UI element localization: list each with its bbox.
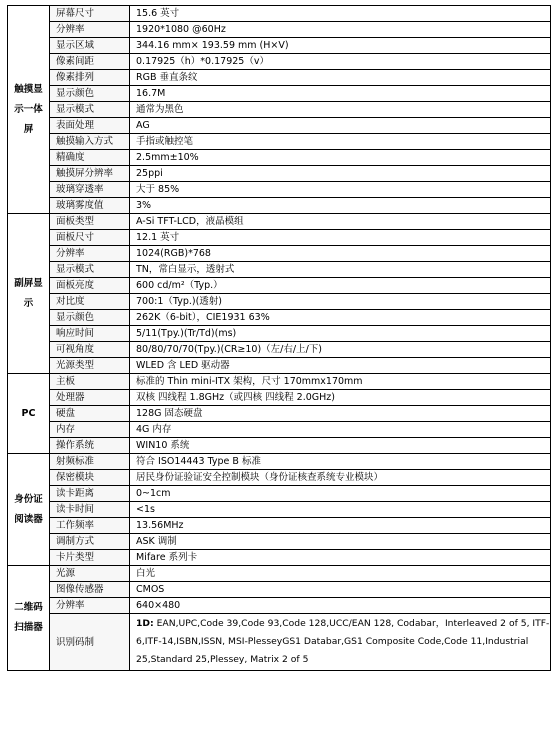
spec-value: WIN10 系统 xyxy=(130,438,551,454)
spec-value: 1024(RGB)*768 xyxy=(130,246,551,262)
spec-value: 0.17925（h）*0.17925（v） xyxy=(130,54,551,70)
table-row xyxy=(8,438,551,454)
table-row xyxy=(8,422,551,438)
spec-value: 标准的 Thin mini-ITX 架构，尺寸 170mmx170mm xyxy=(130,374,551,390)
spec-key: 面板亮度 xyxy=(50,278,130,294)
section-category xyxy=(8,454,50,566)
section-category-label: 触摸显示一体屏 xyxy=(14,83,43,135)
spec-value-prefix: 1D: xyxy=(136,618,154,629)
spec-key: 像素间距 xyxy=(50,54,130,70)
spec-table xyxy=(7,5,551,671)
spec-value: ASK 调制 xyxy=(130,534,551,550)
spec-key: 可视角度 xyxy=(50,342,130,358)
spec-value: CMOS xyxy=(130,582,551,598)
spec-value: 通常为黑色 xyxy=(130,102,551,118)
table-row xyxy=(8,86,551,102)
spec-value: 600 cd/m²（Typ.） xyxy=(130,278,551,294)
spec-value: 262K（6-bit），CIE1931 63% xyxy=(130,310,551,326)
spec-key: 表面处理 xyxy=(50,118,130,134)
table-row xyxy=(8,534,551,550)
spec-key: 像素排列 xyxy=(50,70,130,86)
table-row xyxy=(8,342,551,358)
table-row xyxy=(8,614,551,671)
table-row xyxy=(8,102,551,118)
spec-value: WLED 含 LED 驱动器 xyxy=(130,358,551,374)
spec-value: 25ppi xyxy=(130,166,551,182)
table-row xyxy=(8,598,551,614)
spec-key: 识别码制 xyxy=(50,614,130,671)
table-row xyxy=(8,134,551,150)
table-row xyxy=(8,566,551,582)
spec-value: 80/80/70/70(Tpy.)(CR≥10)（左/右/上/下) xyxy=(130,342,551,358)
table-row xyxy=(8,54,551,70)
table-row xyxy=(8,518,551,534)
spec-key: 对比度 xyxy=(50,294,130,310)
section-category-label: 二维码扫描器 xyxy=(14,602,43,633)
spec-value: Mifare 系列卡 xyxy=(130,550,551,566)
spec-key: 操作系统 xyxy=(50,438,130,454)
spec-table-body xyxy=(8,6,551,671)
section-category-label: PC xyxy=(21,407,36,419)
table-row xyxy=(8,150,551,166)
table-row xyxy=(8,310,551,326)
spec-value: 13.56MHz xyxy=(130,518,551,534)
spec-key: 保密模块 xyxy=(50,470,130,486)
spec-key: 卡片类型 xyxy=(50,550,130,566)
spec-value: TN，常白显示，透射式 xyxy=(130,262,551,278)
spec-value: AG xyxy=(130,118,551,134)
table-row xyxy=(8,214,551,230)
spec-value: 居民身份证验证安全控制模块（身份证核查系统专业模块） xyxy=(130,470,551,486)
table-row xyxy=(8,358,551,374)
spec-value: 5/11(Tpy.)(Tr/Td)(ms) xyxy=(130,326,551,342)
spec-key: 面板类型 xyxy=(50,214,130,230)
spec-key: 分辨率 xyxy=(50,246,130,262)
spec-value: 12.1 英寸 xyxy=(130,230,551,246)
spec-key: 响应时间 xyxy=(50,326,130,342)
table-row xyxy=(8,166,551,182)
spec-key: 屏幕尺寸 xyxy=(50,6,130,22)
section-category-label: 身份证阅读器 xyxy=(14,493,43,525)
spec-key: 显示颜色 xyxy=(50,86,130,102)
spec-value: 符合 ISO14443 Type B 标准 xyxy=(130,454,551,470)
spec-key: 触摸屏分辨率 xyxy=(50,166,130,182)
table-row xyxy=(8,22,551,38)
spec-value: 0~1cm xyxy=(130,486,551,502)
table-row xyxy=(8,278,551,294)
spec-key: 显示颜色 xyxy=(50,310,130,326)
table-row xyxy=(8,38,551,54)
table-row xyxy=(8,182,551,198)
spec-key: 光源类型 xyxy=(50,358,130,374)
table-row xyxy=(8,326,551,342)
table-row xyxy=(8,406,551,422)
table-row xyxy=(8,502,551,518)
table-row xyxy=(8,70,551,86)
spec-value: 白光 xyxy=(130,566,551,582)
spec-value: 344.16 mm× 193.59 mm (H×V) xyxy=(130,38,551,54)
table-row xyxy=(8,246,551,262)
spec-key: 玻璃雾度值 xyxy=(50,198,130,214)
section-category xyxy=(8,374,50,454)
spec-value: 15.6 英寸 xyxy=(130,6,551,22)
spec-key: 调制方式 xyxy=(50,534,130,550)
table-row xyxy=(8,550,551,566)
spec-key: 面板尺寸 xyxy=(50,230,130,246)
table-row xyxy=(8,582,551,598)
table-row xyxy=(8,118,551,134)
spec-value: RGB 垂直条纹 xyxy=(130,70,551,86)
spec-key: 工作频率 xyxy=(50,518,130,534)
spec-value: 640×480 xyxy=(130,598,551,614)
spec-value xyxy=(130,614,551,671)
table-row xyxy=(8,486,551,502)
spec-value: A-Si TFT-LCD，液晶模组 xyxy=(130,214,551,230)
spec-key: 触摸输入方式 xyxy=(50,134,130,150)
spec-key: 射频标准 xyxy=(50,454,130,470)
spec-key: 显示模式 xyxy=(50,262,130,278)
spec-value: 128G 固态硬盘 xyxy=(130,406,551,422)
section-category xyxy=(8,566,50,671)
spec-value: 双核 四线程 1.8GHz（或四核 四线程 2.0GHz) xyxy=(130,390,551,406)
spec-value: 1920*1080 @60Hz xyxy=(130,22,551,38)
spec-value: 700:1（Typ.)(透射) xyxy=(130,294,551,310)
table-row xyxy=(8,6,551,22)
spec-key: 主板 xyxy=(50,374,130,390)
spec-value: 16.7M xyxy=(130,86,551,102)
table-row xyxy=(8,454,551,470)
table-row xyxy=(8,294,551,310)
table-row xyxy=(8,374,551,390)
spec-key: 图像传感器 xyxy=(50,582,130,598)
spec-key: 精确度 xyxy=(50,150,130,166)
spec-value: 手指或触控笔 xyxy=(130,134,551,150)
section-category xyxy=(8,6,50,214)
spec-key: 光源 xyxy=(50,566,130,582)
spec-key: 分辨率 xyxy=(50,22,130,38)
spec-value-text: EAN,UPC,Code 39,Code 93,Code 128,UCC/EAN 128, Codabar，Interleaved 2 of 5, ITF-6,ITF-14,ISBN,ISSN, MSI-PlesseyGS1 Databar,GS1 Composite Code,Code 11,Industrial 25,Standard 25,Plessey, Matrix 2 of 5 xyxy=(136,618,550,665)
spec-value: 2.5mm±10% xyxy=(130,150,551,166)
table-row xyxy=(8,390,551,406)
spec-key: 显示区域 xyxy=(50,38,130,54)
spec-key: 内存 xyxy=(50,422,130,438)
spec-key: 分辨率 xyxy=(50,598,130,614)
table-row xyxy=(8,262,551,278)
spec-key: 硬盘 xyxy=(50,406,130,422)
section-category-label: 副屏显示 xyxy=(14,277,43,309)
spec-key: 读卡时间 xyxy=(50,502,130,518)
spec-value: 大于 85% xyxy=(130,182,551,198)
spec-key: 玻璃穿透率 xyxy=(50,182,130,198)
spec-key: 显示模式 xyxy=(50,102,130,118)
table-row xyxy=(8,470,551,486)
spec-key: 读卡距离 xyxy=(50,486,130,502)
section-category xyxy=(8,214,50,374)
spec-value: 3% xyxy=(130,198,551,214)
table-row xyxy=(8,198,551,214)
spec-value: 4G 内存 xyxy=(130,422,551,438)
spec-value: <1s xyxy=(130,502,551,518)
spec-key: 处理器 xyxy=(50,390,130,406)
table-row xyxy=(8,230,551,246)
